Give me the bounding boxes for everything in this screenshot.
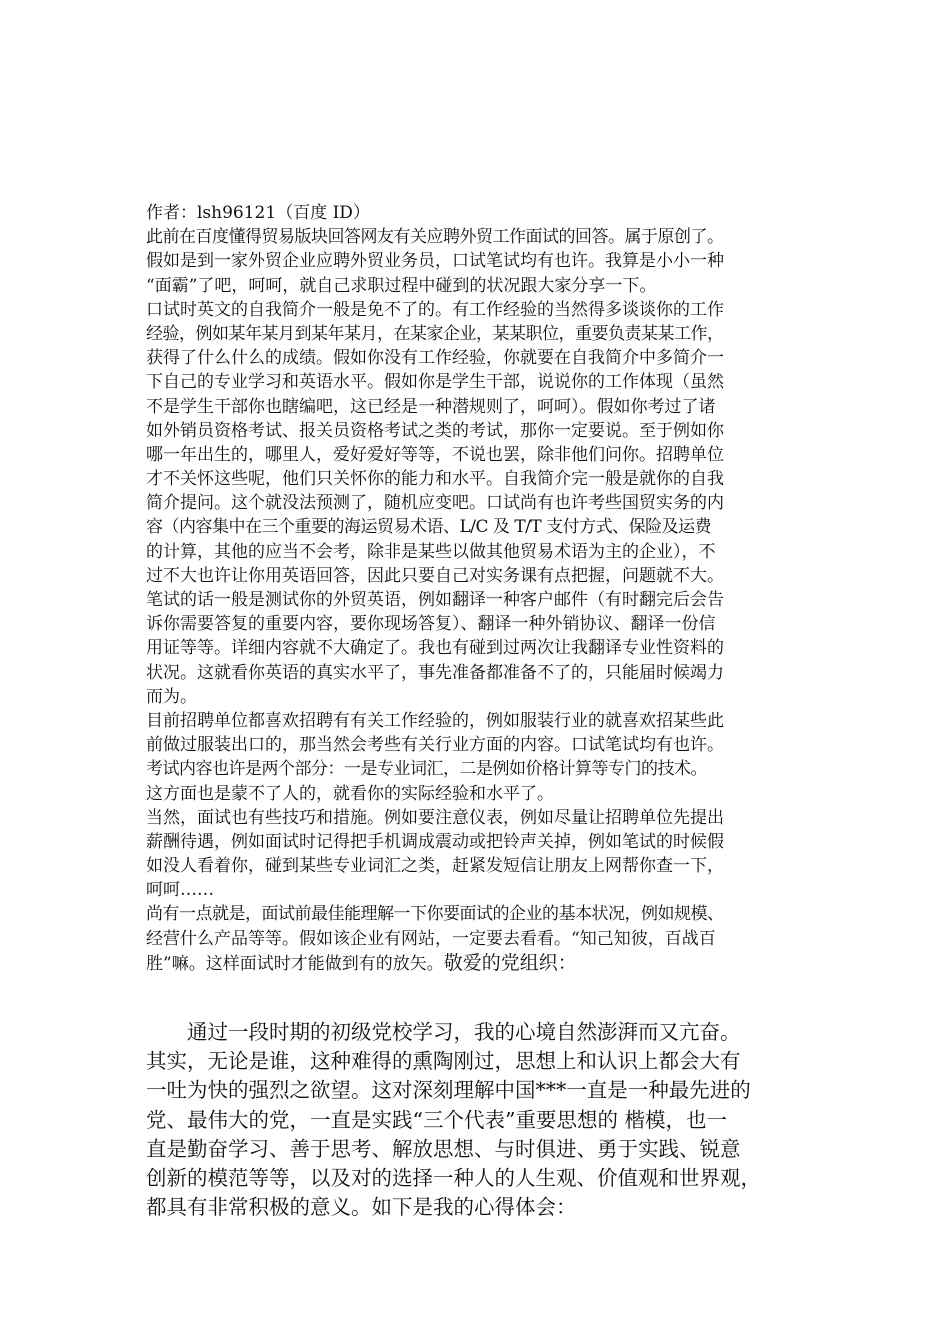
paragraph-line: 经营什么产品等等。假如该企业有网站，一定要去看看。“知己知彼，百战百: [146, 928, 716, 949]
paragraph-line: 考试内容也许是两个部分：一是专业词汇，二是例如价格计算等专门的技术。: [146, 759, 707, 780]
paragraph-line: 过不大也许让你用英语回答，因此只要自己对实务课有点把握，问题就不大。: [146, 565, 724, 586]
paragraph-line: 笔试的话一般是测试你的外贸英语，例如翻译一种客户邮件（有时翻完后会告: [146, 590, 724, 610]
paragraph-line: 诉你需要答复的重要内容，要你现场答复）、翻译一种外销协议、翻译一份信: [146, 614, 716, 635]
letter-line: 通过一段时期的初级党校学习，我的心境自然澎湃而又亢奋。: [187, 1020, 741, 1044]
paragraph-line: 下自己的专业学习和英语水平。假如你是学生干部，说说你的工作体现（虽然: [146, 372, 724, 393]
paragraph-line: 前做过服装出口的，那当然会考些有关行业方面的内容。口试笔试均有也许。: [146, 735, 724, 756]
paragraph-line: 容（内容集中在三个重要的海运贸易术语、L/C 及 T/T 支付方式、保险及运费: [146, 517, 712, 538]
paragraph-line: 假如是到一家外贸企业应聘外贸业务员，口试笔试均有也许。我算是小小一种: [146, 251, 724, 272]
article-closing-text: 胜”嘛。这样面试时才能做到有的放矢。: [146, 953, 444, 974]
paragraph-line: 而为。: [146, 686, 197, 707]
letter-line: 党、最伟大的党，一直是实践“三个代表”重要思想的 楷模，也一: [146, 1107, 727, 1132]
paragraph-line: 目前招聘单位都喜欢招聘有有关工作经验的，例如服装行业的就喜欢招某些此: [146, 710, 724, 731]
paragraph-line: 用证等等。详细内容就不大确定了。我也有碰到过两次让我翻译专业性资料的: [146, 638, 724, 659]
letter-line: 直是勤奋学习、善于思考、解放思想、与时俱进、勇于实践、锐意: [146, 1136, 741, 1161]
paragraph-line: 呵呵……: [146, 880, 214, 901]
paragraph-line: 薪酬待遇，例如面试时记得把手机调成震动或把铃声关掉，例如笔试的时候假: [146, 831, 724, 852]
paragraph-line: 哪一年出生的，哪里人，爱好爱好等等，不说也罢，除非他们问你。招聘单位: [146, 444, 724, 465]
author-line: 作者：lsh96121（百度 ID）: [146, 203, 370, 223]
paragraph-line: 不是学生干部你也瞎编吧，这已经是一种潜规则了，呵呵）。假如你考过了诸: [146, 396, 716, 417]
paragraph-line: [146, 951, 826, 975]
paragraph-line: 如没人看着你，碰到某些专业词汇之类，赶紧发短信让朋友上网帮你查一下，: [146, 856, 724, 877]
paragraph-line: 此前在百度懂得贸易版块回答网友有关应聘外贸工作面试的回答。属于原创了。: [146, 227, 724, 248]
paragraph-line: “面霸”了吧，呵呵，就自己求职过程中碰到的状况跟大家分享一下。: [146, 275, 657, 296]
paragraph-line: 尚有一点就是，面试前最佳能理解一下你要面试的企业的基本状况，例如规模、: [146, 904, 724, 925]
letter-line: 创新的模范等等，以及对的选择一种人的人生观、价值观和世界观，: [146, 1165, 761, 1190]
paragraph-line: 状况。这就看你英语的真实水平了，事先准备都准备不了的，只能届时候竭力: [146, 662, 724, 683]
paragraph-line: 如外销员资格考试、报关员资格考试之类的考试，那你一定要说。至于例如你: [146, 420, 724, 441]
letter-line: 一吐为快的强烈之欲望。这对深刻理解中国***一直是一种最先进的: [146, 1078, 751, 1103]
paragraph-line: 这方面也是蒙不了人的，就看你的实际经验和水平了。: [146, 783, 554, 804]
paragraph-line: 经验，例如某年某月到某年某月，在某家企业，某某职位，重要负责某某工作，: [146, 323, 724, 344]
paragraph-line: 简介提问。这个就没法预测了，随机应变吧。口试尚有也许考些国贸实务的内: [146, 493, 724, 514]
paragraph-line: 当然，面试也有些技巧和措施。例如要注意仪表，例如尽量让招聘单位先提出: [146, 807, 724, 828]
letter-line: 其实，无论是谁，这种难得的熏陶刚过，思想上和认识上都会大有: [146, 1049, 741, 1074]
paragraph-line: 获得了什么什么的成绩。假如你没有工作经验，你就要在自我简介中多简介一: [146, 348, 724, 369]
letter-salutation: 敬爱的党组织：: [443, 951, 577, 974]
paragraph-line: 口试时英文的自我简介一般是免不了的。有工作经验的当然得多谈谈你的工作: [146, 299, 724, 320]
letter-line: 都具有非常积极的意义。如下是我的心得体会：: [146, 1195, 577, 1220]
letter-body: [146, 1018, 836, 1222]
paragraph-line: 的计算，其他的应当不会考，除非是某些以做其他贸易术语为主的企业），不: [146, 541, 716, 562]
paragraph-line: 才不关怀这些呢，他们只关怀你的能力和水平。自我简介完一般是就你的自我: [146, 469, 724, 490]
article-body: [146, 201, 826, 975]
